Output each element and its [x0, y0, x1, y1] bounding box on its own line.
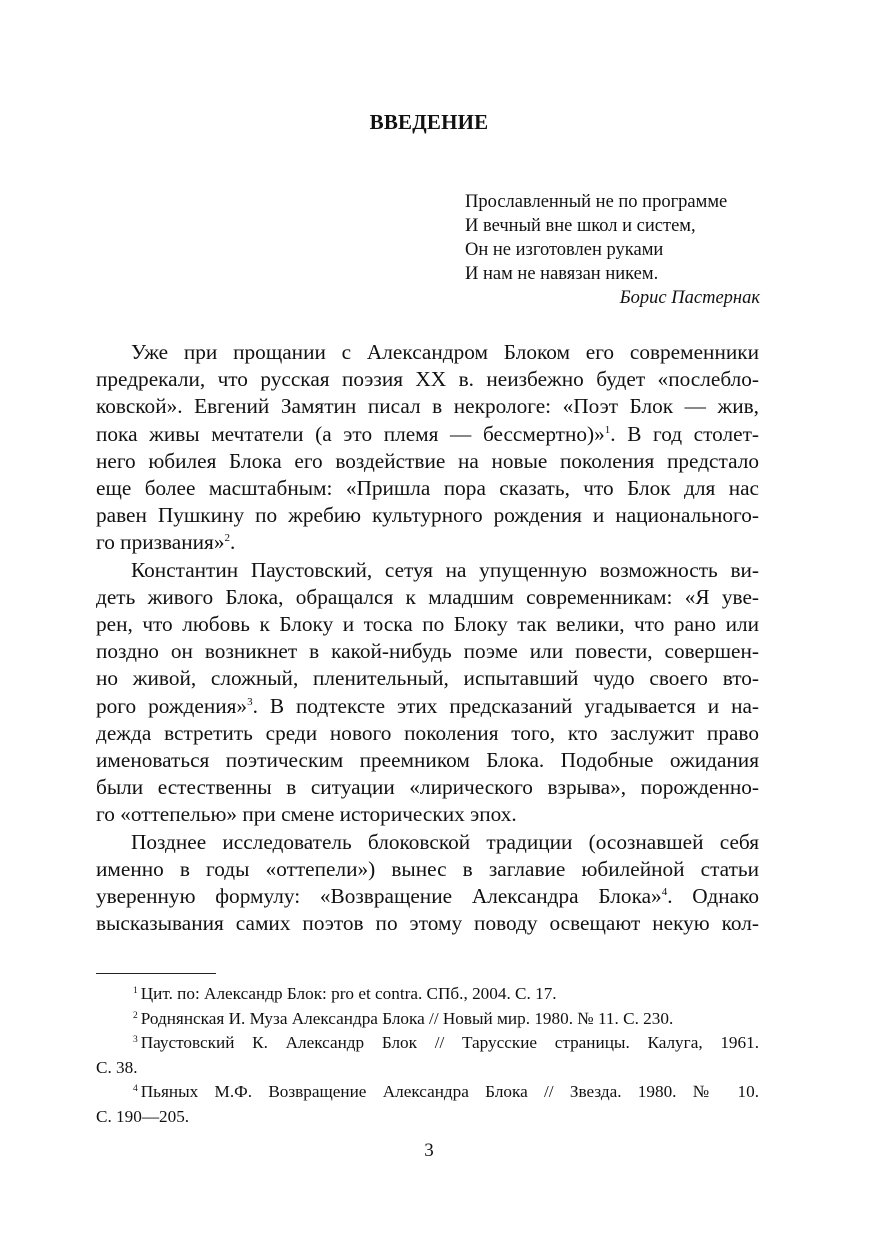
epigraph-line: И нам не навязан никем. [465, 264, 659, 284]
text-line [96, 747, 759, 774]
text-line-content: еще более масштабным: «Пришла пора сказать, что Блок для нас [96, 476, 759, 501]
footnote-text: Цит. по: Александр Блок: pro et contra. СПб., 2004. С. 17. [140, 984, 557, 1003]
text-line-content: предрекали, что русская поэзия XX в. неизбежно будет «послебло- [96, 367, 759, 392]
text-line [96, 611, 759, 638]
footnote-text: С. 190—205. [96, 1106, 190, 1126]
footnotes [96, 982, 759, 1129]
footnote-ref[interactable]: 1 [604, 423, 611, 436]
footnote-text: С. 38. [96, 1057, 138, 1077]
chapter-title: ВВЕДЕНИЕ [369, 110, 489, 134]
text-line-content: пока живы мечтатели (а это племя — бессмертно)» [96, 421, 605, 446]
text-line-content: равен Пушкину по жребию культурного рождения и национального- [96, 503, 759, 528]
footnote-ref[interactable]: 2 [224, 532, 230, 545]
epigraph [465, 190, 760, 310]
epigraph-line: Прославленный не по программе [465, 192, 728, 212]
text-line-content: рого рождения» [96, 693, 248, 718]
footnote-number: 1 [133, 986, 138, 996]
text-line-content: дежда встретить среди нового поколения того, кто заслужит право [96, 720, 759, 745]
text-line-continuation: . Однако [667, 884, 759, 909]
footnote-ref[interactable]: 4 [661, 886, 668, 899]
text-line-content: деть живого Блока, обращался к младшим современникам: «Я уве- [96, 584, 759, 609]
footnote-line [96, 1007, 759, 1032]
text-line [96, 856, 759, 883]
footnote-line [96, 1031, 759, 1056]
text-line [96, 529, 759, 556]
text-line-content: но живой, сложный, пленительный, испытавший чудо своего вто- [96, 666, 759, 691]
footnote-text: Пьяных М.Ф. Возвращение Александра Блока // Звезда. 1980. № 10. [140, 1082, 759, 1101]
text-line-content: ковской». Евгений Замятин писал в некрологе: «Поэт Блок — жив, [96, 394, 759, 419]
text-line [96, 339, 759, 366]
text-line [96, 801, 759, 828]
text-line [96, 393, 759, 420]
text-line [96, 910, 759, 937]
text-line [96, 366, 759, 393]
footnote-line [96, 1080, 759, 1105]
footnote-number: 3 [133, 1035, 138, 1045]
text-line-content: были естественны в ситуации «лирического взрыва», порожденно- [96, 775, 759, 800]
text-line-content: го призвания» [96, 530, 225, 555]
text-line-continuation: . В подтексте этих предсказаний угадывается и на- [252, 693, 760, 718]
text-line-continuation: . В год столет- [610, 421, 759, 446]
text-line-content: Уже при прощании с Александром Блоком его современники [131, 340, 759, 364]
text-line-content: Позднее исследователь блоковской традиции (осознавшей себя [131, 829, 759, 854]
text-line [96, 665, 759, 692]
footnote-line [96, 982, 759, 1007]
footnote-line [96, 1105, 759, 1130]
text-line-content: именно в годы «оттепели») вынес в заглавие юбилейной статьи [96, 856, 759, 881]
text-line [96, 883, 759, 910]
footnote-number: 2 [133, 1010, 138, 1021]
text-line [96, 774, 759, 801]
footnote-text: Роднянская И. Муза Александра Блока // Новый мир. 1980. № 11. С. 230. [140, 1008, 674, 1028]
epigraph-author: Борис Пастернак [619, 288, 760, 308]
footnote-line [96, 1056, 759, 1081]
footnote-ref[interactable]: 3 [247, 695, 253, 708]
epigraph-line: И вечный вне школ и систем, [465, 216, 696, 236]
text-line-content: рен, что любовь к Блоку и тоска по Блоку так велики, что рано или [96, 612, 759, 637]
text-line [96, 448, 759, 475]
text-line-content: го «оттепелью» при смене исторических эпох. [96, 802, 517, 827]
text-line [96, 475, 759, 502]
text-line-content: Константин Паустовский, сетуя на упущенную возможность ви- [131, 557, 759, 582]
text-line-content: высказывания самих поэтов по этому поводу освещают некую кол- [96, 911, 759, 936]
footnote-divider [96, 973, 216, 974]
epigraph-line: Он не изготовлен руками [465, 240, 664, 260]
text-line-continuation: . [230, 530, 236, 555]
page-number: 3 [424, 1140, 434, 1161]
text-line [96, 693, 759, 720]
text-line-content: него юбилея Блока его воздействие на новые поколения предстало [96, 448, 759, 473]
text-line [96, 502, 759, 529]
body-text [96, 339, 759, 937]
text-line [96, 829, 759, 856]
footnote-text: Паустовский К. Александр Блок // Тарусские страницы. Калуга, 1961. [140, 1033, 759, 1052]
text-line [96, 421, 759, 448]
text-line [96, 584, 759, 611]
text-line-content: именоваться поэтическим преемником Блока. Подобные ожидания [96, 748, 759, 773]
text-line-content: поздно он возникнет в какой-нибудь поэме или повести, совершен- [96, 639, 759, 664]
text-line [96, 557, 759, 584]
text-line-content: уверенную формулу: «Возвращение Александра Блока» [96, 884, 662, 909]
text-line [96, 638, 759, 665]
footnote-number: 4 [133, 1084, 138, 1094]
text-line [96, 720, 759, 747]
